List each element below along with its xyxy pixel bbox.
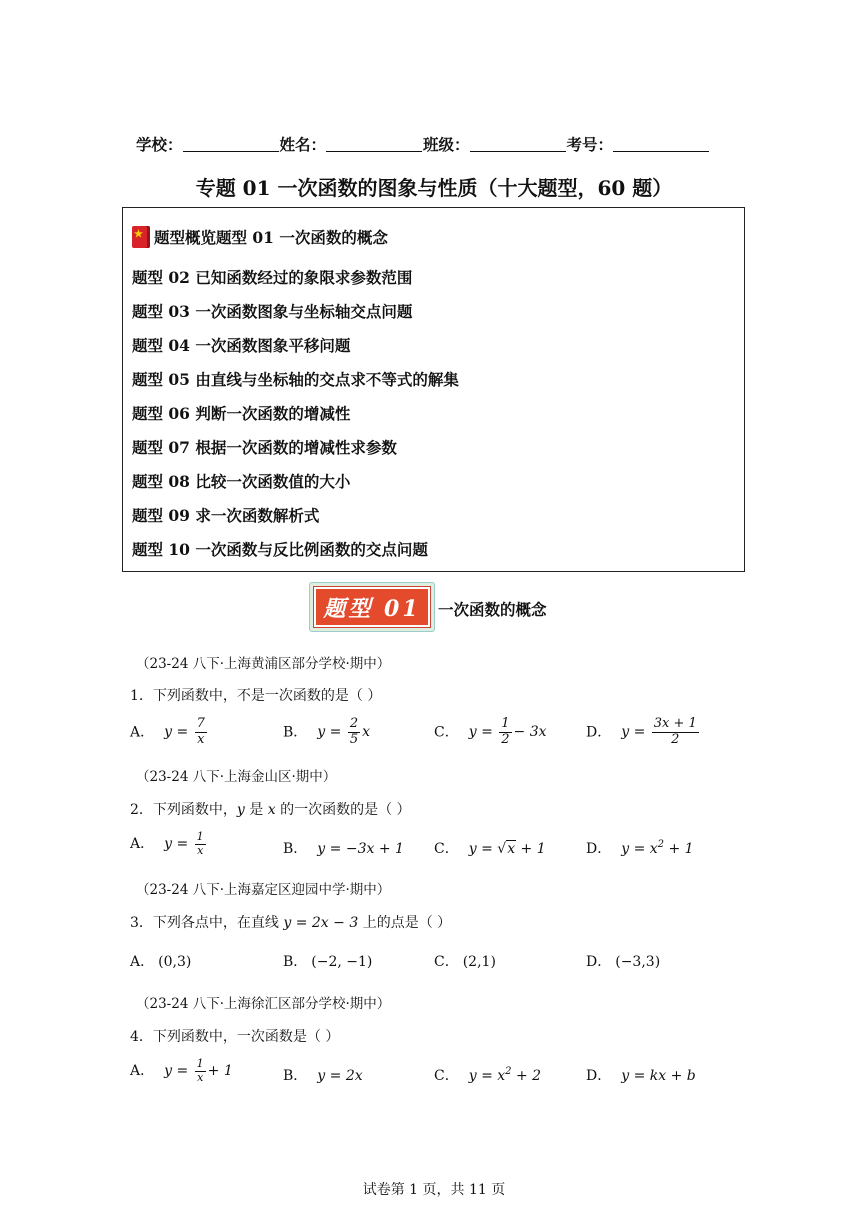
section-badge-text: 题型 01 bbox=[314, 587, 430, 627]
question-source: （23-24 八下·上海金山区·期中） bbox=[136, 769, 337, 785]
option-d: D． (−3,3) bbox=[586, 954, 661, 970]
question-stem: 1．下列函数中，不是一次函数的是（ ） bbox=[130, 688, 382, 704]
class-blank bbox=[470, 137, 566, 152]
option-d: D． y = kx + b bbox=[586, 1068, 696, 1084]
name-label: 姓名： bbox=[279, 135, 327, 154]
overview-item: 题型 09 求一次函数解析式 bbox=[132, 506, 320, 525]
overview-item: 题型 05 由直线与坐标轴的交点求不等式的解集 bbox=[132, 370, 459, 389]
overview-item: 题型 07 根据一次函数的增减性求参数 bbox=[132, 438, 397, 457]
section-label: 一次函数的概念 bbox=[438, 600, 547, 619]
option-c: C． $y = x^2 + 2$ bbox=[434, 1066, 542, 1084]
overview-item: 题型 06 判断一次函数的增减性 bbox=[132, 404, 351, 423]
option-a: A． y = $\frac{7}{x}$ bbox=[130, 716, 205, 747]
option-c: C． y = $\frac{1}{2}$ − 3x bbox=[434, 716, 547, 747]
overview-item: 题型 02 已知函数经过的象限求参数范围 bbox=[132, 268, 413, 287]
exam-no-blank bbox=[613, 137, 709, 152]
page-title: 专题 01 一次函数的图象与性质（十大题型，60 题） bbox=[195, 176, 673, 200]
option-a: A． y = $\frac{1}{x}$ bbox=[130, 830, 204, 857]
section-badge bbox=[309, 582, 435, 632]
option-b: B． (−2, −1) bbox=[283, 954, 373, 970]
question-stem: 2．下列函数中，y 是 x 的一次函数的是（ ） bbox=[130, 802, 411, 818]
class-label: 班级： bbox=[423, 135, 470, 154]
exam-no-label: 考号： bbox=[566, 135, 614, 154]
question-source: （23-24 八下·上海嘉定区迎园中学·期中） bbox=[136, 882, 391, 898]
question-source: （23-24 八下·上海黄浦区部分学校·期中） bbox=[136, 656, 391, 672]
question-stem: 3．下列各点中，在直线 y = 2x − 3 上的点是（ ） bbox=[130, 915, 452, 931]
overview-heading: ★题型概览题型 01 一次函数的概念 bbox=[132, 226, 388, 248]
option-a: A． (0,3) bbox=[130, 954, 192, 970]
overview-item: 题型 04 一次函数图象平移问题 bbox=[132, 336, 351, 355]
school-label: 学校： bbox=[136, 135, 183, 154]
option-a: A． y = $\frac{1}{x}$ + 1 bbox=[130, 1057, 233, 1084]
school-blank bbox=[183, 137, 279, 152]
overview-item: 题型 03 一次函数图象与坐标轴交点问题 bbox=[132, 302, 413, 321]
option-b: B． y = 2x bbox=[283, 1068, 363, 1084]
option-b: B． y = $\frac{2}{5}$ x bbox=[283, 716, 371, 747]
student-info-line bbox=[136, 133, 710, 155]
overview-box bbox=[122, 207, 745, 572]
option-c: C． y = √x + 1 bbox=[434, 841, 546, 857]
overview-item: 题型 08 比较一次函数值的大小 bbox=[132, 472, 351, 491]
option-d: D． $y = x^2 + 1$ bbox=[586, 839, 694, 857]
option-c: C． (2,1) bbox=[434, 954, 496, 970]
overview-item: 题型 10 一次函数与反比例函数的交点问题 bbox=[132, 540, 428, 559]
red-book-icon bbox=[132, 226, 150, 248]
question-stem: 4．下列函数中，一次函数是（ ） bbox=[130, 1029, 340, 1045]
option-b: B． y = −3x + 1 bbox=[283, 841, 404, 857]
name-blank bbox=[326, 137, 422, 152]
question-source: （23-24 八下·上海徐汇区部分学校·期中） bbox=[136, 996, 391, 1012]
page-footer: 试卷第 1 页，共 11 页 bbox=[362, 1182, 506, 1198]
option-d: D． y = $\frac{3x + 1}{2}$ bbox=[586, 716, 697, 747]
